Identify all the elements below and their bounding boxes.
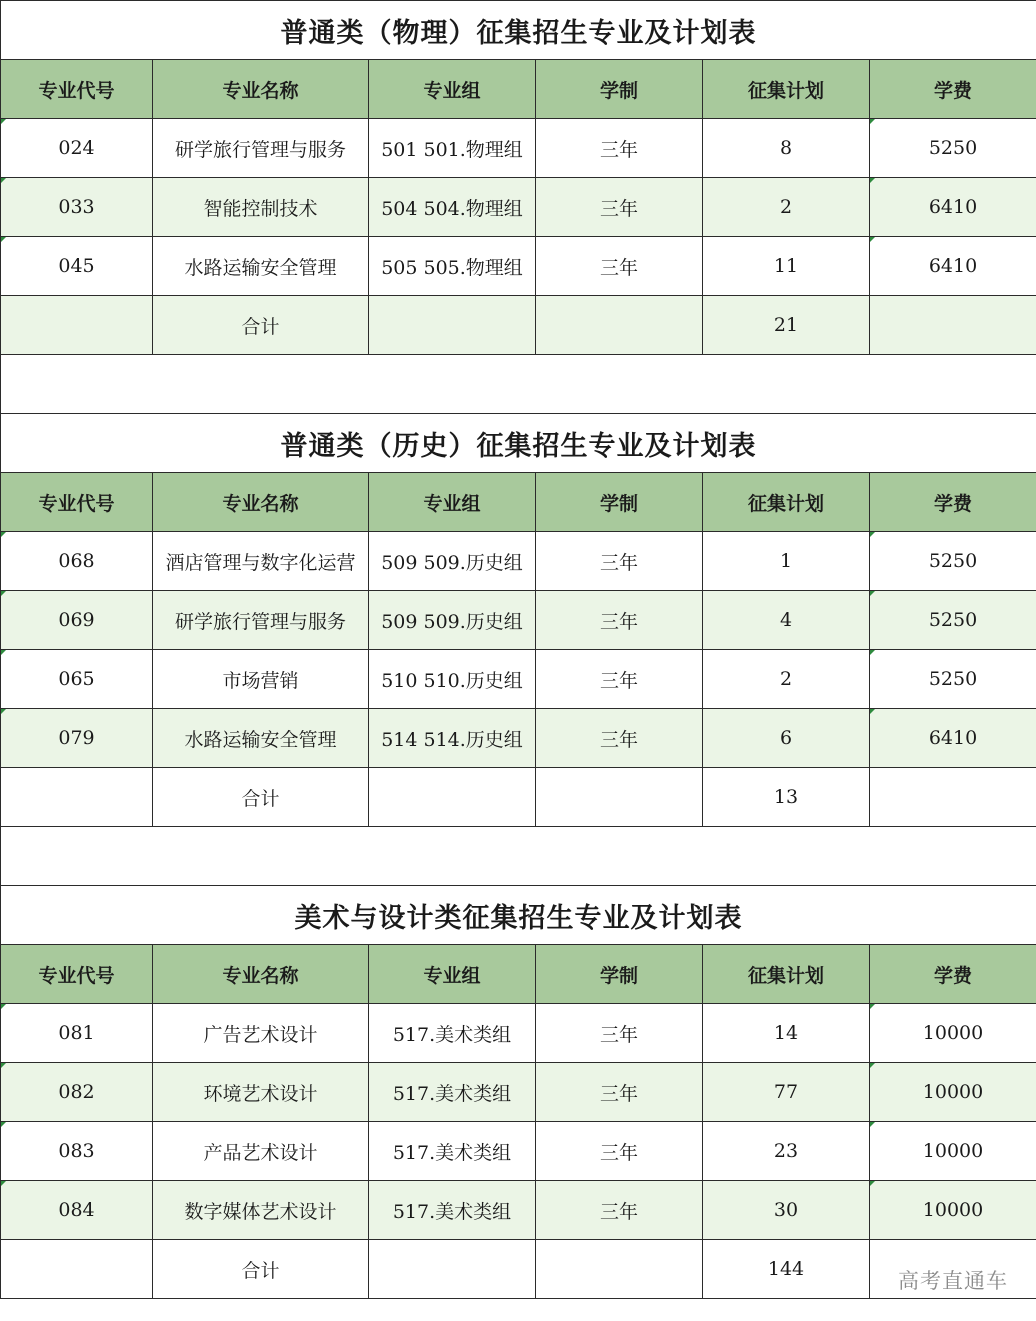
table-row <box>1 650 1036 709</box>
cell-name: 水路运输安全管理 <box>153 709 369 768</box>
cell-name: 智能控制技术 <box>153 178 369 237</box>
cell-name: 产品艺术设计 <box>153 1122 369 1181</box>
cell-code: 069 <box>1 591 153 650</box>
section-title: 普通类（历史）征集招生专业及计划表 <box>1 414 1036 473</box>
cell-fee: 10000 <box>870 1181 1036 1240</box>
cell-empty <box>536 768 703 827</box>
column-header-fee: 学费 <box>870 473 1036 532</box>
table-row <box>1 1004 1036 1063</box>
cell-plan: 14 <box>703 1004 870 1063</box>
cell-name: 环境艺术设计 <box>153 1063 369 1122</box>
table-row <box>1 1063 1036 1122</box>
cell-fee: 6410 <box>870 178 1036 237</box>
table-row <box>1 119 1036 178</box>
column-header-duration: 学制 <box>536 945 703 1004</box>
spacer-cell <box>1 355 1036 414</box>
total-plan-value: 21 <box>703 296 870 355</box>
cell-duration: 三年 <box>536 237 703 296</box>
cell-duration: 三年 <box>536 591 703 650</box>
cell-name: 水路运输安全管理 <box>153 237 369 296</box>
cell-code: 082 <box>1 1063 153 1122</box>
cell-code: 079 <box>1 709 153 768</box>
cell-group: 509 509.历史组 <box>369 532 536 591</box>
cell-plan: 23 <box>703 1122 870 1181</box>
cell-code: 045 <box>1 237 153 296</box>
cell-duration: 三年 <box>536 650 703 709</box>
column-header-fee: 学费 <box>870 945 1036 1004</box>
cell-empty <box>1 768 153 827</box>
cell-fee: 5250 <box>870 591 1036 650</box>
cell-group: 514 514.历史组 <box>369 709 536 768</box>
cell-group: 517.美术类组 <box>369 1063 536 1122</box>
cell-duration: 三年 <box>536 178 703 237</box>
column-header-name: 专业名称 <box>153 945 369 1004</box>
cell-fee: 6410 <box>870 709 1036 768</box>
column-header-name: 专业名称 <box>153 60 369 119</box>
section-title: 普通类（物理）征集招生专业及计划表 <box>1 1 1036 60</box>
cell-fee: 5250 <box>870 119 1036 178</box>
column-header-group: 专业组 <box>369 473 536 532</box>
table-row <box>1 1181 1036 1240</box>
cell-empty <box>536 296 703 355</box>
table-row <box>1 591 1036 650</box>
cell-plan: 2 <box>703 650 870 709</box>
total-row <box>1 1240 1036 1299</box>
column-header-group: 专业组 <box>369 60 536 119</box>
column-header-code: 专业代号 <box>1 945 153 1004</box>
cell-group: 509 509.历史组 <box>369 591 536 650</box>
cell-code: 033 <box>1 178 153 237</box>
cell-empty <box>870 768 1036 827</box>
total-label: 合计 <box>153 768 369 827</box>
watermark: 高考直通车 <box>898 1269 1008 1293</box>
column-header-row <box>1 945 1036 1004</box>
column-header-row <box>1 473 1036 532</box>
table-row <box>1 709 1036 768</box>
section-spacer-row <box>1 827 1036 886</box>
cell-fee: 5250 <box>870 532 1036 591</box>
cell-duration: 三年 <box>536 119 703 178</box>
cell-name: 数字媒体艺术设计 <box>153 1181 369 1240</box>
cell-plan: 4 <box>703 591 870 650</box>
cell-empty <box>1 296 153 355</box>
total-label: 合计 <box>153 1240 369 1299</box>
section-title-row <box>1 414 1036 473</box>
table-row <box>1 532 1036 591</box>
table-row <box>1 178 1036 237</box>
table-row <box>1 237 1036 296</box>
cell-duration: 三年 <box>536 532 703 591</box>
column-header-fee: 学费 <box>870 60 1036 119</box>
cell-plan: 30 <box>703 1181 870 1240</box>
total-plan-value: 144 <box>703 1240 870 1299</box>
column-header-code: 专业代号 <box>1 60 153 119</box>
cell-duration: 三年 <box>536 1122 703 1181</box>
cell-fee: 10000 <box>870 1004 1036 1063</box>
section-title-row <box>1 1 1036 60</box>
total-row <box>1 768 1036 827</box>
total-row <box>1 296 1036 355</box>
cell-plan: 11 <box>703 237 870 296</box>
cell-plan: 77 <box>703 1063 870 1122</box>
cell-fee: 10000 <box>870 1122 1036 1181</box>
cell-name: 酒店管理与数字化运营 <box>153 532 369 591</box>
cell-group: 504 504.物理组 <box>369 178 536 237</box>
spacer-cell <box>1 827 1036 886</box>
cell-group: 517.美术类组 <box>369 1004 536 1063</box>
cell-group: 517.美术类组 <box>369 1122 536 1181</box>
column-header-duration: 学制 <box>536 60 703 119</box>
column-header-row <box>1 60 1036 119</box>
cell-code: 068 <box>1 532 153 591</box>
column-header-name: 专业名称 <box>153 473 369 532</box>
cell-code: 083 <box>1 1122 153 1181</box>
column-header-group: 专业组 <box>369 945 536 1004</box>
cell-name: 研学旅行管理与服务 <box>153 591 369 650</box>
cell-empty <box>369 768 536 827</box>
cell-empty <box>1 1240 153 1299</box>
cell-name: 研学旅行管理与服务 <box>153 119 369 178</box>
cell-code: 084 <box>1 1181 153 1240</box>
cell-empty <box>369 1240 536 1299</box>
cell-plan: 2 <box>703 178 870 237</box>
cell-empty <box>369 296 536 355</box>
cell-empty <box>870 296 1036 355</box>
column-header-code: 专业代号 <box>1 473 153 532</box>
table-row <box>1 1122 1036 1181</box>
column-header-plan: 征集计划 <box>703 60 870 119</box>
column-header-duration: 学制 <box>536 473 703 532</box>
cell-group: 517.美术类组 <box>369 1181 536 1240</box>
cell-duration: 三年 <box>536 1181 703 1240</box>
cell-duration: 三年 <box>536 709 703 768</box>
cell-fee: 6410 <box>870 237 1036 296</box>
cell-code: 081 <box>1 1004 153 1063</box>
cell-group: 510 510.历史组 <box>369 650 536 709</box>
cell-fee: 10000 <box>870 1063 1036 1122</box>
cell-plan: 6 <box>703 709 870 768</box>
section-title: 美术与设计类征集招生专业及计划表 <box>1 886 1036 945</box>
cell-code: 024 <box>1 119 153 178</box>
cell-fee: 5250 <box>870 650 1036 709</box>
cell-duration: 三年 <box>536 1004 703 1063</box>
total-plan-value: 13 <box>703 768 870 827</box>
total-label: 合计 <box>153 296 369 355</box>
column-header-plan: 征集计划 <box>703 473 870 532</box>
section-title-row <box>1 886 1036 945</box>
cell-duration: 三年 <box>536 1063 703 1122</box>
section-spacer-row <box>1 355 1036 414</box>
cell-plan: 1 <box>703 532 870 591</box>
cell-plan: 8 <box>703 119 870 178</box>
column-header-plan: 征集计划 <box>703 945 870 1004</box>
cell-name: 广告艺术设计 <box>153 1004 369 1063</box>
cell-code: 065 <box>1 650 153 709</box>
cell-name: 市场营销 <box>153 650 369 709</box>
cell-group: 505 505.物理组 <box>369 237 536 296</box>
cell-group: 501 501.物理组 <box>369 119 536 178</box>
cell-empty <box>536 1240 703 1299</box>
